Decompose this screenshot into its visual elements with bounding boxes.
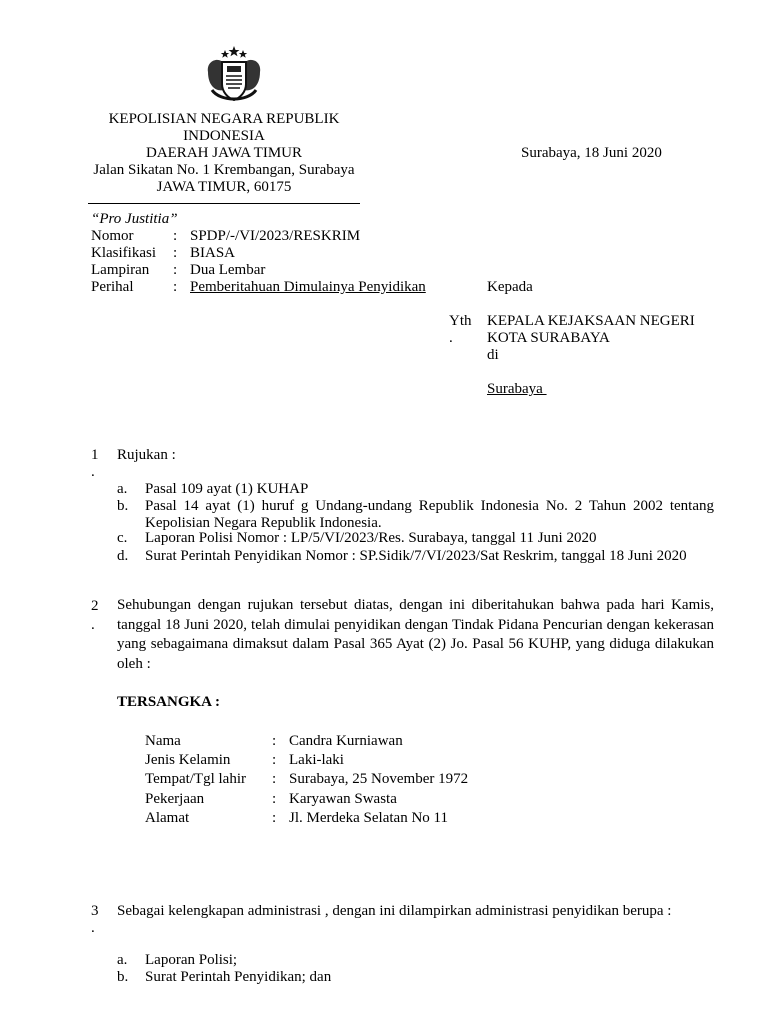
recipient-yth-dot: . <box>449 330 453 346</box>
section1-number: 1 <box>91 447 99 463</box>
agency-name-line2: INDONESIA <box>183 128 265 144</box>
recipient-di: di <box>487 347 499 363</box>
agency-region: DAERAH JAWA TIMUR <box>145 145 303 161</box>
meta-value-klasifikasi: BIASA <box>190 245 236 261</box>
recipient-city: Surabaya <box>487 381 547 397</box>
suspect-label: Tempat/Tgl lahir <box>145 771 247 787</box>
list-item: Surat Perintah Penyidikan; dan <box>145 969 332 985</box>
meta-label-klasifikasi: Klasifikasi <box>91 245 156 261</box>
recipient-kepada: Kepada <box>487 279 533 295</box>
meta-sep: : <box>173 279 178 295</box>
suspect-sep: : <box>272 791 277 807</box>
section2-number: 2 <box>91 598 99 614</box>
list-item: Pasal 109 ayat (1) KUHAP <box>145 481 309 497</box>
section3-dot: . <box>91 920 95 936</box>
list-item: Pasal 14 ayat (1) huruf g Undang-undang Republik Indonesia No. 2 Tahun 2002 tentang Kepolisian Negara Republik Indonesia. <box>145 498 714 531</box>
section1-title: Rujukan : <box>117 447 176 463</box>
list-item: Laporan Polisi; <box>145 952 238 968</box>
meta-value-perihal: Pemberitahuan Dimulainya Penyidikan <box>190 279 426 295</box>
suspect-value: Candra Kurniawan <box>289 733 403 749</box>
meta-label-nomor: Nomor <box>91 228 134 244</box>
list-letter: b. <box>117 498 129 514</box>
suspect-value: Karyawan Swasta <box>289 791 397 807</box>
list-letter: c. <box>117 530 128 546</box>
pro-justitia: “Pro Justitia” <box>91 211 178 227</box>
suspect-label: Nama <box>145 733 181 749</box>
suspect-label: Alamat <box>145 810 190 826</box>
list-letter: a. <box>117 481 128 497</box>
list-letter: d. <box>117 548 129 564</box>
meta-value-nomor: SPDP/-/VI/2023/RESKRIM <box>190 228 361 244</box>
meta-sep: : <box>173 228 178 244</box>
list-letter: b. <box>117 969 129 985</box>
suspect-label: Jenis Kelamin <box>145 752 231 768</box>
section1-dot: . <box>91 464 95 480</box>
suspect-value: Jl. Merdeka Selatan No 11 <box>289 810 448 826</box>
suspect-value: Laki-laki <box>289 752 344 768</box>
section2-paragraph: Sehubungan dengan rujukan tersebut diatas, dengan ini diberitahukan bahwa pada hari Kamis, tanggal 18 Juni 2020, telah dimulai penyidikan dengan Tindak Pidana Pencurian dengan kekerasan yang sebagaimana dimaksut dalam Pasal 365 Ayat (2) Jo. Pasal 56 KUHP, yang diduga dilakukan oleh : <box>117 597 714 672</box>
meta-label-perihal: Perihal <box>91 279 134 295</box>
meta-sep: : <box>173 245 178 261</box>
suspect-sep: : <box>272 752 277 768</box>
recipient-line2: KOTA SURABAYA <box>487 330 610 346</box>
recipient-yth: Yth <box>449 313 472 329</box>
section3-paragraph: Sebagai kelengkapan administrasi , dengan ini dilampirkan administrasi penyidikan berupa : <box>117 903 672 919</box>
meta-sep: : <box>173 262 178 278</box>
header-divider <box>88 203 360 204</box>
agency-address: Jalan Sikatan No. 1 Krembangan, Surabaya <box>93 162 355 178</box>
suspect-sep: : <box>272 810 277 826</box>
suspect-value: Surabaya, 25 November 1972 <box>289 771 469 787</box>
letter-date: Surabaya, 18 Juni 2020 <box>521 145 662 161</box>
section3-number: 3 <box>91 903 99 919</box>
suspect-heading: TERSANGKA : <box>117 694 220 710</box>
suspect-label: Pekerjaan <box>145 791 205 807</box>
meta-value-lampiran: Dua Lembar <box>190 262 266 278</box>
list-item: Surat Perintah Penyidikan Nomor : SP.Sidik/7/VI/2023/Sat Reskrim, tanggal 18 Juni 2020 <box>145 548 687 564</box>
agency-province: JAWA TIMUR, 60175 <box>156 179 292 195</box>
suspect-sep: : <box>272 771 277 787</box>
list-letter: a. <box>117 952 128 968</box>
suspect-sep: : <box>272 733 277 749</box>
recipient-line1: KEPALA KEJAKSAAN NEGERI <box>487 313 695 329</box>
meta-label-lampiran: Lampiran <box>91 262 150 278</box>
list-item: Laporan Polisi Nomor : LP/5/VI/2023/Res. Surabaya, tanggal 11 Juni 2020 <box>145 530 597 546</box>
agency-name-line1: KEPOLISIAN NEGARA REPUBLIK <box>108 111 340 127</box>
police-emblem-icon <box>198 46 270 104</box>
section2-dot: . <box>91 617 95 633</box>
